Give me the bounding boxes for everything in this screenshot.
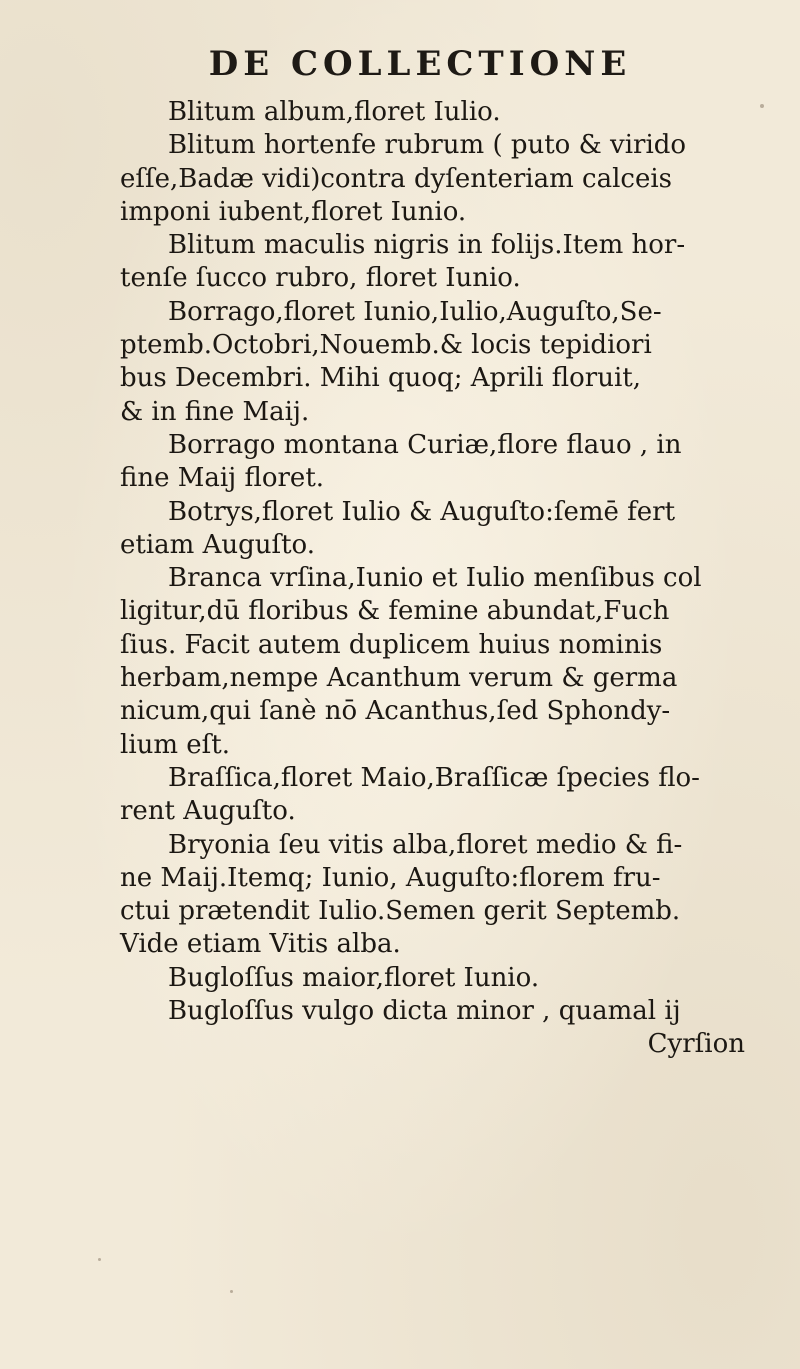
text-line: Bugloſſus maior,floret Iunio.: [168, 962, 540, 993]
text-line: Bryonia ſeu vitis alba,floret medio & fi-: [168, 829, 683, 860]
paper-speck: [540, 445, 542, 447]
text-line: ſius. Facit autem duplicem huius nominis: [120, 629, 663, 660]
text-line: etiam Auguſto.: [120, 529, 316, 560]
text-line: lium eſt.: [120, 729, 231, 760]
text-line: nicum,qui ſanè nō Acanthus,ſed Sphondy-: [120, 696, 671, 727]
running-header: DE COLLECTIONE: [208, 44, 632, 84]
paper-speck: [760, 104, 764, 108]
catchword: Cyrſion: [647, 1029, 745, 1060]
text-line: Blitum maculis nigris in folijs.Item hor-: [168, 230, 686, 261]
text-line: Blitum album,floret Iulio.: [168, 97, 501, 127]
text-line: Vide etiam Vitis alba.: [120, 929, 401, 960]
text-line: ptemb.Octobri,Nouemb.& locis tepidiori: [120, 330, 652, 361]
text-line: bus Decembri. Mihi quoq; Aprili floruit,: [120, 363, 641, 394]
text-line: Botrys,floret Iulio & Auguſto:ſemē fert: [168, 496, 676, 527]
paper-speck: [230, 1290, 233, 1293]
body-text: [120, 96, 785, 1062]
text-line: imponi iubent,floret Iunio.: [120, 196, 467, 227]
text-line: eſſe,Badæ vidi)contra dyſenteriam calceis: [120, 163, 673, 194]
text-line: rent Auguſto.: [120, 796, 296, 827]
text-line: tenſe ſucco rubro, floret Iunio.: [120, 263, 521, 294]
text-line: & in fine Maij.: [120, 396, 310, 427]
text-line: Borrago,floret Iunio,Iulio,Auguſto,Se-: [168, 296, 662, 327]
text-line: ligitur,dū floribus & femine abundat,Fuch: [120, 596, 670, 627]
text-line: ne Maij.Itemq; Iunio, Auguſto:florem fru-: [120, 862, 661, 893]
text-line: fine Maij floret.: [120, 463, 325, 494]
text-line: Borrago montana Curiæ,flore flauo , in: [168, 429, 682, 460]
text-line: herbam,nempe Acanthum verum & germa: [120, 663, 678, 694]
text-line: ctui prætendit Iulio.Semen gerit Septemb.: [120, 896, 681, 927]
text-line: Braſſica,floret Maio,Braſſicæ ſpecies flo-: [168, 762, 700, 793]
text-line: Blitum hortenfe rubrum ( puto & virido: [168, 130, 687, 161]
text-line: Branca vrſina,Iunio et Iulio menſibus col: [168, 563, 702, 594]
paper-speck: [98, 1258, 101, 1261]
text-line: Bugloſſus vulgo dicta minor , quamal ij: [168, 996, 681, 1027]
